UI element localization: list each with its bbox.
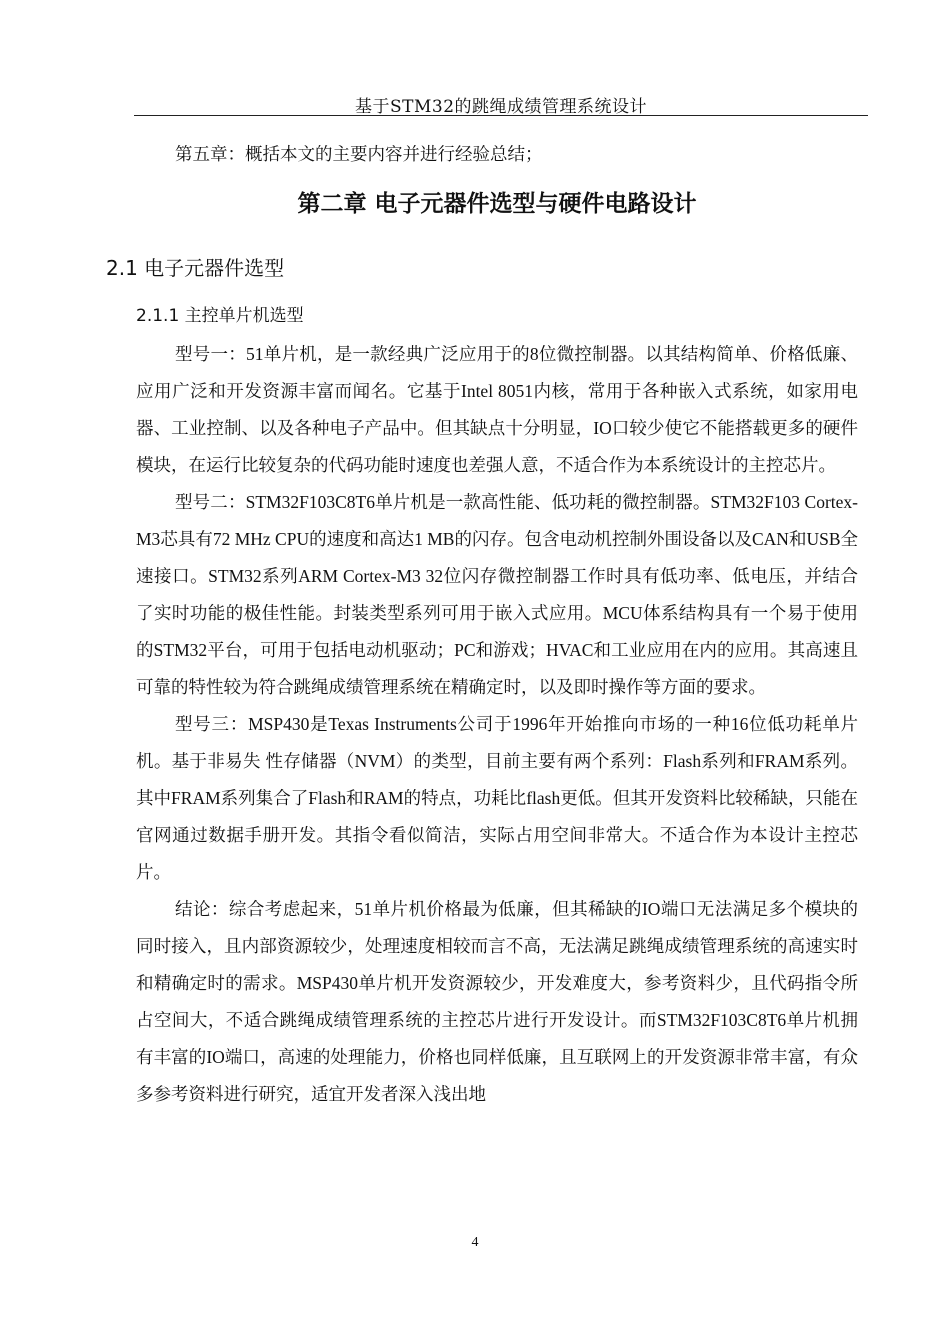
- body-text: [136, 336, 858, 1113]
- paragraph-model-three: 型号三：MSP430是Texas Instruments公司于1996年开始推向市场的一种16位低功耗单片机。基于非易失 性存储器（NVM）的类型，目前主要有两个系列：Flash系列和FRAM系列。其中FRAM系列集合了Flash和RAM的特点，功耗比flash更低。但其开发资料比较稀缺，只能在官网通过数据手册开发。其指令看似简洁，实际占用空间非常大。不适合作为本设计主控芯片。: [136, 714, 858, 882]
- subsection-title: 2.1.1 主控单片机选型: [136, 306, 304, 326]
- paragraph-conclusion: 结论：综合考虑起来，51单片机价格最为低廉，但其稀缺的IO端口无法满足多个模块的同时接入，且内部资源较少，处理速度相较而言不高，无法满足跳绳成绩管理系统的高速实时和精确定时的需求。MSP430单片机开发资源较少，开发难度大，参考资料少，且代码指令所占空间大，不适合跳绳成绩管理系统的主控芯片进行开发设计。而STM32F103C8T6单片机拥有丰富的IO端口，高速的处理能力，价格也同样低廉，且互联网上的开发资源非常丰富，有众多参考资料进行研究，适宜开发者深入浅出地: [136, 899, 858, 1104]
- running-header-title: 基于STM32的跳绳成绩管理系统设计: [354, 97, 648, 117]
- section-title: 2.1 电子元器件选型: [106, 256, 285, 280]
- header-divider: [134, 115, 868, 116]
- paragraph-model-one: 型号一：51单片机，是一款经典广泛应用于的8位微控制器。以其结构简单、价格低廉、应用广泛和开发资源丰富而闻名。它基于Intel 8051内核，常用于各种嵌入式系统，如家用电器、工业控制、以及各种电子产品中。但其缺点十分明显，IO口较少使它不能搭载更多的硬件模块，在运行比较复杂的代码功能时速度也差强人意，不适合作为本系统设计的主控芯片。: [136, 344, 858, 475]
- paragraph-model-two: 型号二：STM32F103C8T6单片机是一款高性能、低功耗的微控制器。STM32F103 Cortex-M3芯具有72 MHz CPU的速度和高达1 MB的闪存。包含电动机控制外围设备以及CAN和USB全速接口。STM32系列ARM Cortex-M3 32位闪存微控制器工作时具有低功率、低电压，并结合了实时功能的极佳性能。封装类型系列可用于嵌入式应用。MCU体系结构具有一个易于使用的STM32平台，可用于包括电动机驱动；PC和游戏；HVAC和工业应用在内的应用。其高速且可靠的特性较为符合跳绳成绩管理系统在精确定时，以及即时操作等方面的要求。: [136, 492, 858, 697]
- intro-line: 第五章：概括本文的主要内容并进行经验总结；: [175, 144, 543, 164]
- page-number: 4: [471, 1235, 479, 1250]
- chapter-title: 第二章 电子元器件选型与硬件电路设计: [297, 191, 697, 217]
